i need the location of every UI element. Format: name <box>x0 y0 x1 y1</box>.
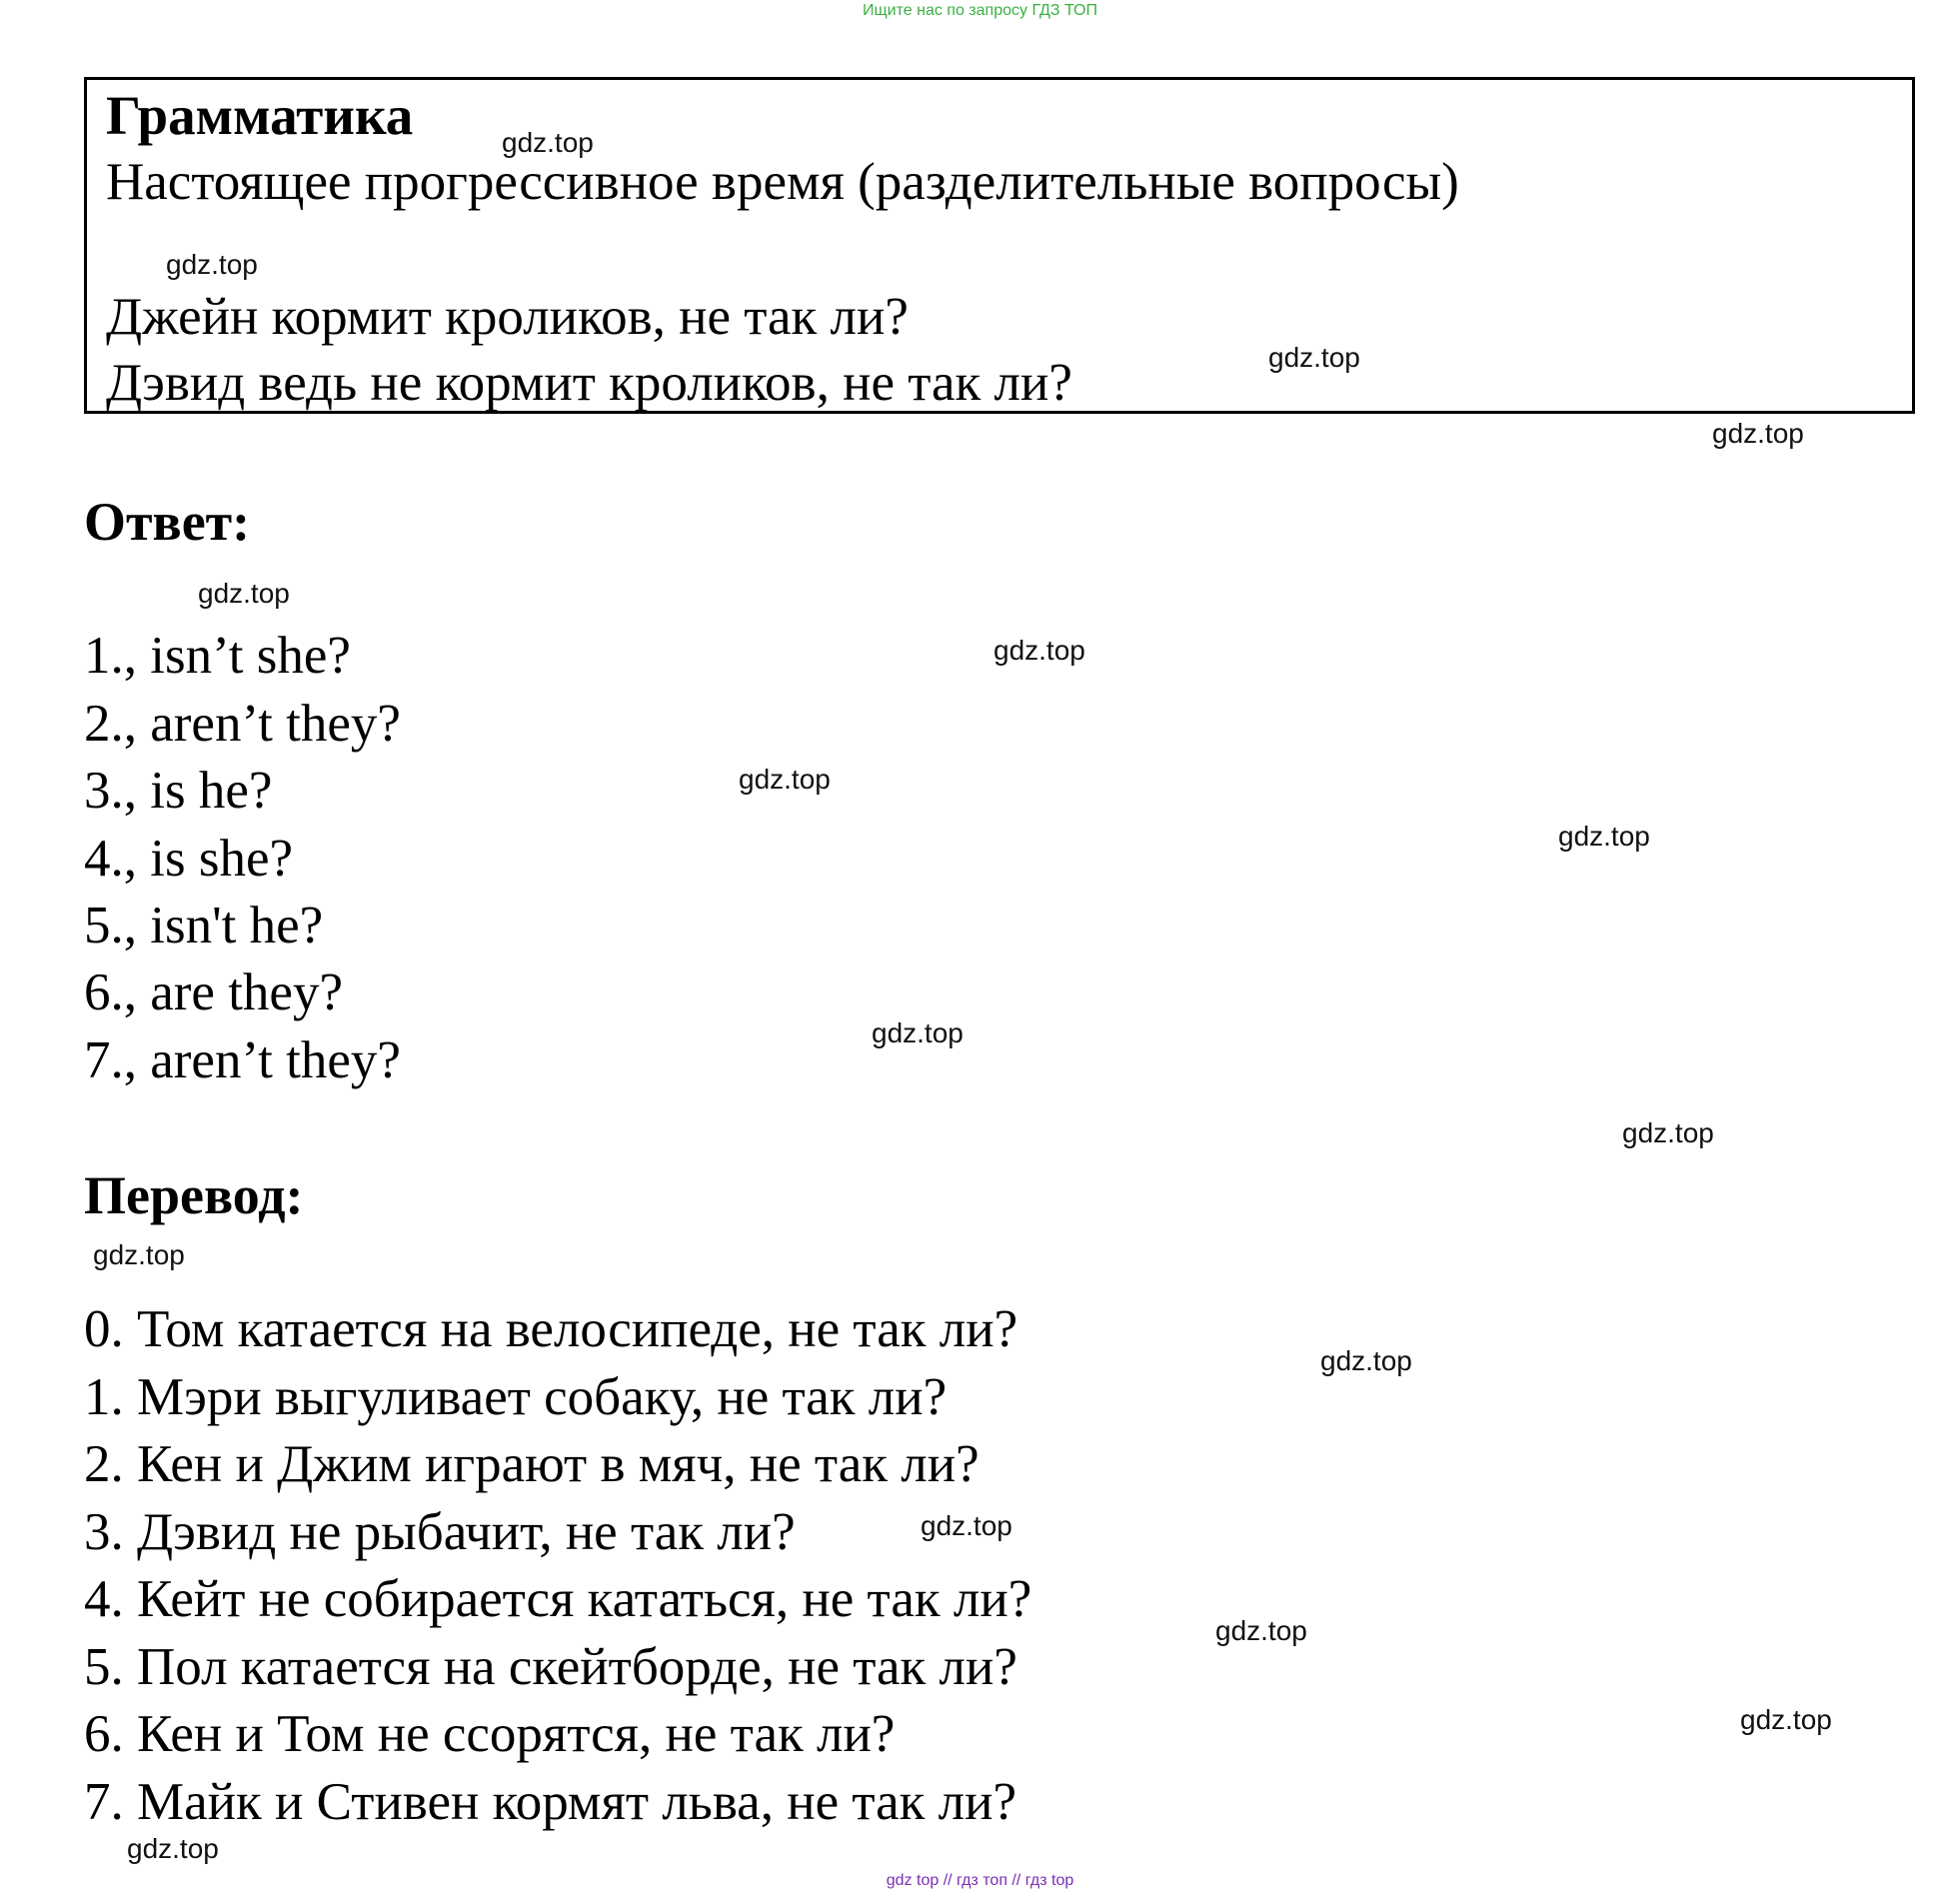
watermark: gdz.top <box>739 764 831 795</box>
answer-item-1: 1., isn’t she? <box>84 627 351 685</box>
grammar-example-2: Дэвид ведь не кормит кроликов, не так ли? <box>106 354 1072 412</box>
answer-item-3: 3., is he? <box>84 762 273 820</box>
watermark: gdz.top <box>1320 1345 1412 1376</box>
translation-item-3: 3. Дэвид не рыбачит, не так ли? <box>84 1503 796 1561</box>
answer-item-5: 5., isn't he? <box>84 897 324 954</box>
translation-item-6: 6. Кен и Том не ссорятся, не так ли? <box>84 1705 896 1763</box>
watermark: gdz.top <box>993 635 1085 666</box>
translation-item-2: 2. Кен и Джим играют в мяч, не так ли? <box>84 1435 980 1493</box>
grammar-title: Грамматика <box>106 85 414 146</box>
watermark: gdz.top <box>1712 418 1804 449</box>
translation-heading: Перевод: <box>84 1165 304 1225</box>
translation-item-5: 5. Пол катается на скейтборде, не так ли? <box>84 1638 1017 1696</box>
watermark: gdz.top <box>1558 821 1650 852</box>
watermark: gdz.top <box>1215 1615 1307 1646</box>
watermark: gdz.top <box>198 578 290 609</box>
watermark: gdz.top <box>1622 1117 1714 1148</box>
grammar-example-1: Джейн кормит кроликов, не так ли? <box>106 288 909 346</box>
watermark: gdz.top <box>1740 1704 1832 1735</box>
watermark: gdz.top <box>127 1833 219 1864</box>
top-banner: Ищите нас по запросу ГДЗ ТОП <box>863 2 1097 19</box>
answer-item-6: 6., are they? <box>84 963 343 1021</box>
translation-item-0: 0. Том катается на велосипеде, не так ли? <box>84 1300 1018 1358</box>
watermark: gdz.top <box>166 249 258 280</box>
answer-item-4: 4., is she? <box>84 830 294 888</box>
watermark: gdz.top <box>872 1017 964 1048</box>
answer-item-2: 2., aren’t they? <box>84 695 401 753</box>
translation-item-7: 7. Майк и Стивен кормят льва, не так ли? <box>84 1773 1017 1831</box>
bottom-banner: gdz top // гдз топ // гдз top <box>886 1872 1074 1889</box>
translation-item-1: 1. Мэри выгуливает собаку, не так ли? <box>84 1368 948 1426</box>
watermark: gdz.top <box>93 1239 185 1270</box>
answer-heading: Ответ: <box>84 492 251 552</box>
watermark: gdz.top <box>502 127 594 158</box>
answer-item-7: 7., aren’t they? <box>84 1031 401 1089</box>
watermark: gdz.top <box>921 1510 1012 1541</box>
watermark: gdz.top <box>1268 342 1360 373</box>
translation-item-4: 4. Кейт не собирается кататься, не так ли? <box>84 1570 1032 1628</box>
grammar-subtitle: Настоящее прогрессивное время (разделительные вопросы) <box>106 153 1459 211</box>
